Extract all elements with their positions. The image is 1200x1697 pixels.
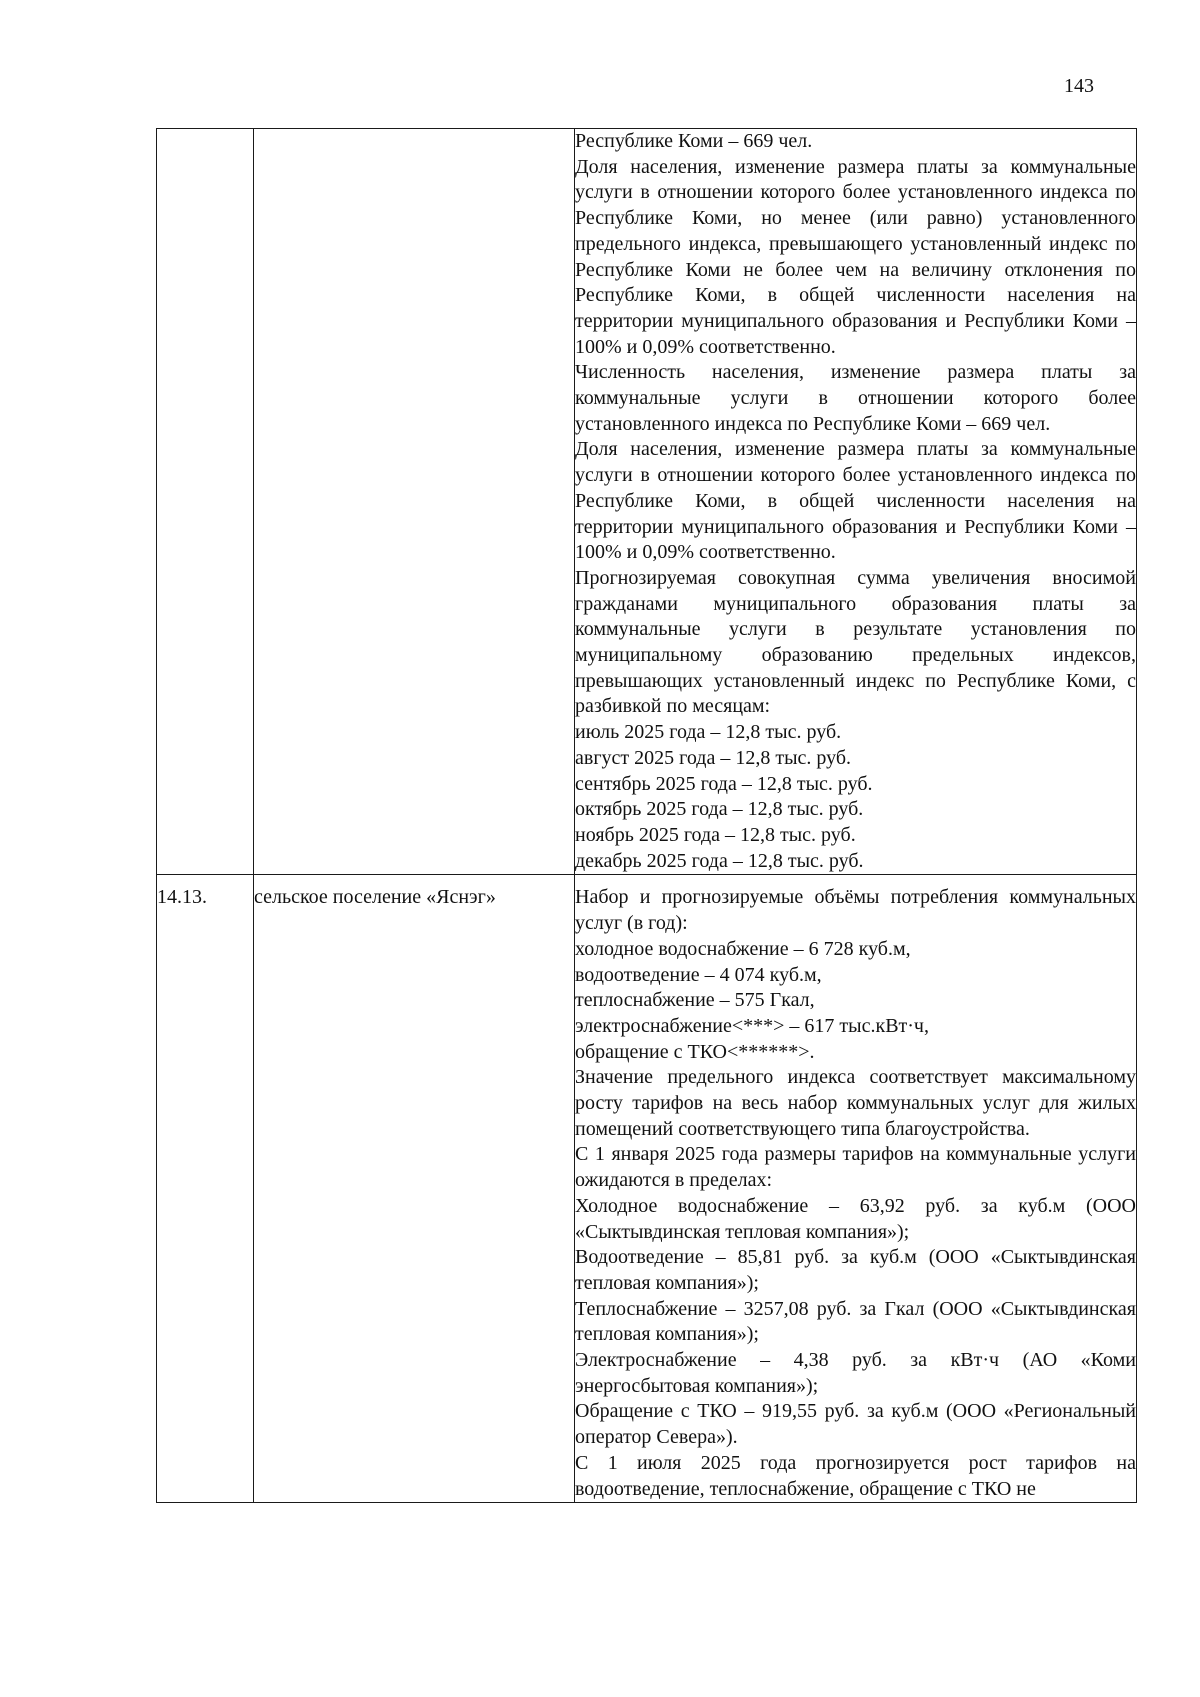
paragraph: Численность населения, изменение размера платы за коммунальные услуги в отношении которого более установленного индекса по Республике Коми – 669 чел. — [575, 361, 1136, 435]
table-row — [157, 129, 1137, 875]
paragraph: октябрь 2025 года – 12,8 тыс. руб. — [575, 798, 864, 821]
paragraph: сентябрь 2025 года – 12,8 тыс. руб. — [575, 772, 873, 795]
paragraph: теплоснабжение – 575 Гкал, — [575, 989, 815, 1012]
paragraph: Набор и прогнозируемые объёмы потребления коммунальных услуг (в год): — [575, 886, 1136, 935]
row-number-cell: 14.13. — [157, 875, 254, 1503]
paragraph: Доля населения, изменение размера платы за коммунальные услуги в отношении которого более установленного индекса по Республике Коми, в общей численности населения на территории муниципального образования и Республики Коми – 100% и 0,09% соответственно. — [575, 438, 1136, 564]
paragraph: Теплоснабжение – 3257,08 руб. за Гкал (ООО «Сыктывдинская тепловая компания»); — [575, 1297, 1136, 1346]
paragraph: Электроснабжение – 4,38 руб. за кВт·ч (АО «Коми энергосбытовая компания»); — [575, 1349, 1136, 1397]
row-content-cell — [575, 875, 1137, 1503]
paragraph: Республике Коми – 669 чел. — [575, 130, 813, 152]
paragraph: Водоотведение – 85,81 руб. за куб.м (ООО «Сыктывдинская тепловая компания»); — [575, 1246, 1136, 1294]
page-number: 143 — [1064, 75, 1094, 97]
paragraph: декабрь 2025 года – 12,8 тыс. руб. — [575, 849, 864, 872]
municipality-name-cell — [254, 129, 575, 875]
table-row — [157, 875, 1137, 1503]
paragraph: Прогнозируемая совокупная сумма увеличения вносимой гражданами муниципального образования платы за коммунальные услуги в результате установления по муниципальному образованию предельных индексов, превышающих установленный индекс по Республике Коми, с разбивкой по месяцам: — [575, 566, 1136, 718]
paragraph: холодное водоснабжение – 6 728 куб.м, — [575, 937, 911, 960]
paragraph: водоотведение – 4 074 куб.м, — [575, 963, 822, 986]
paragraph: Значение предельного индекса соответствует максимальному росту тарифов на весь набор коммунальных услуг для жилых помещений соответствующего типа благоустройства. — [575, 1066, 1136, 1140]
municipal-index-table — [156, 128, 1137, 1503]
municipality-name-cell: сельское поселение «Яснэг» — [254, 875, 575, 1503]
paragraph: Доля населения, изменение размера платы за коммунальные услуги в отношении которого более установленного индекса по Республике Коми, но менее (или равно) установленного предельного индекса, превышающего установленный индекс по Республике Коми не более чем на величину отклонения по Республике Коми, в общей численности населения на территории муниципального образования и Республики Коми – 100% и 0,09% соответственно. — [575, 155, 1136, 358]
row-content-cell — [575, 129, 1137, 875]
paragraph: обращение с ТКО<******>. — [575, 1040, 815, 1063]
paragraph: Холодное водоснабжение – 63,92 руб. за куб.м (ООО «Сыктывдинская тепловая компания»); — [575, 1194, 1136, 1243]
paragraph: электроснабжение<***> – 617 тыс.кВт·ч, — [575, 1014, 929, 1037]
paragraph: С 1 июля 2025 года прогнозируется рост тарифов на водоотведение, теплоснабжение, обращение с ТКО не — [575, 1451, 1136, 1500]
paragraph: ноябрь 2025 года – 12,8 тыс. руб. — [575, 823, 856, 846]
row-number-cell — [157, 129, 254, 875]
paragraph: С 1 января 2025 года размеры тарифов на коммунальные услуги ожидаются в пределах: — [575, 1143, 1136, 1192]
paragraph: август 2025 года – 12,8 тыс. руб. — [575, 746, 852, 769]
paragraph: июль 2025 года – 12,8 тыс. руб. — [575, 721, 842, 744]
paragraph: Обращение с ТКО – 919,55 руб. за куб.м (ООО «Региональный оператор Севера»). — [575, 1400, 1136, 1449]
